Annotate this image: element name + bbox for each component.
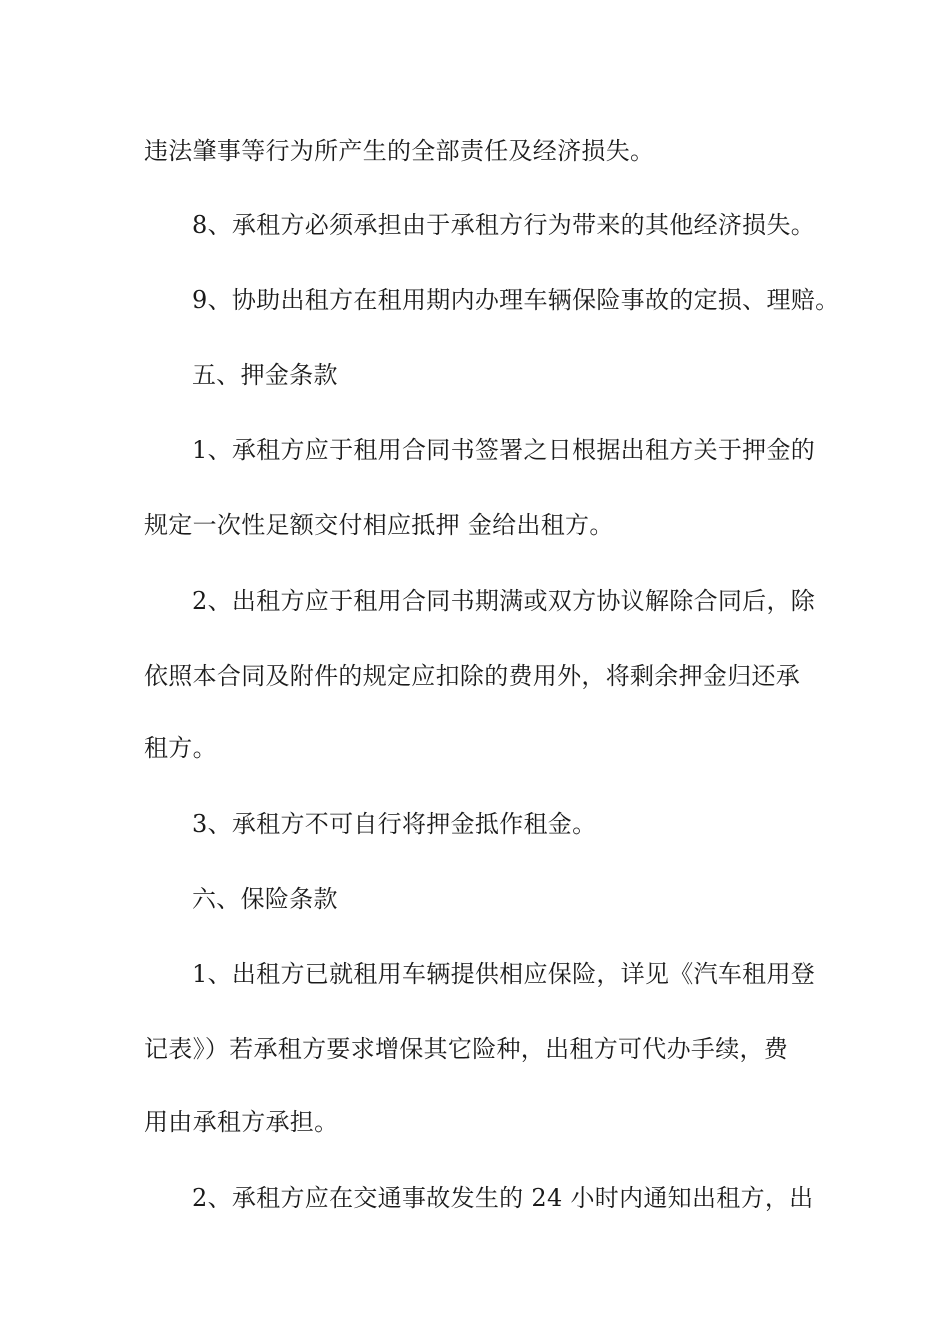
section-heading-insurance: 六、保险条款 <box>192 885 338 913</box>
clause-4-item-8: 8、承租方必须承担由于承租方行为带来的其他经济损失。 <box>192 211 816 239</box>
insurance-item-1-line-2: 记表》）若承租方要求增保其它险种，出租方可代办手续，费 <box>144 1035 789 1063</box>
section-heading-deposit: 五、押金条款 <box>192 361 338 389</box>
text-line-continuation: 违法肇事等行为所产生的全部责任及经济损失。 <box>144 137 655 165</box>
deposit-item-3: 3、承租方不可自行将押金抵作租金。 <box>192 810 597 838</box>
insurance-item-1-line-1: 1、出租方已就租用车辆提供相应保险，详见《汽车租用登 <box>192 960 816 988</box>
clause-4-item-9: 9、协助出租方在租用期内办理车辆保险事故的定损、理赔。 <box>192 286 840 314</box>
deposit-item-1-line-2: 规定一次性足额交付相应抵押 金给出租方。 <box>144 511 614 539</box>
deposit-item-1-line-1: 1、承租方应于租用合同书签署之日根据出租方关于押金的 <box>192 436 816 464</box>
insurance-item-1-line-3: 用由承租方承担。 <box>144 1108 339 1136</box>
deposit-item-2-line-1: 2、出租方应于租用合同书期满或双方协议解除合同后，除 <box>192 587 816 615</box>
insurance-item-2-line-1: 2、承租方应在交通事故发生的 24 小时内通知出租方，出 <box>192 1184 814 1212</box>
deposit-item-2-line-2: 依照本合同及附件的规定应扣除的费用外，将剩余押金归还承 <box>144 662 801 690</box>
deposit-item-2-line-3: 租方。 <box>144 734 217 762</box>
